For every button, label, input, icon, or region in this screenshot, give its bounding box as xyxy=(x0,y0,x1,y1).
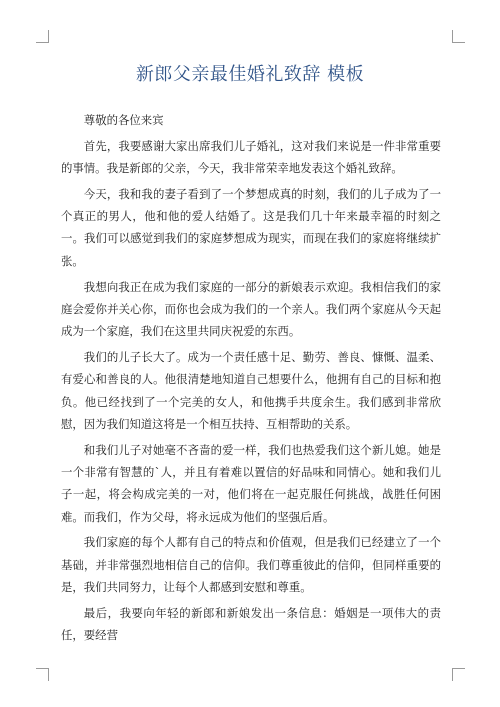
crop-mark-bottom-right xyxy=(452,668,465,681)
paragraph-6: 我们家庭的每个人都有自己的特点和价值观，但是我们已经建立了一个基础，并非常强烈地相信自己的信仰。我们尊重彼此的信仰，但同样重要的是，我们共同努力，让每个人都感到安慰和尊重。 xyxy=(61,535,441,594)
salutation: 尊敬的各位来宾 xyxy=(83,113,164,127)
paragraph-3: 我想向我正在成为我们家庭的一部分的新娘表示欢迎。我相信我们的家庭会爱你并关心你，而你也会成为我们的一个亲人。我们两个家庭从今天起成为一个家庭，我们在这里共同庆祝爱的东西。 xyxy=(61,279,441,339)
paragraph-7: 最后，我要向年轻的新郎和新娘发出一条信息：婚姻是一项伟大的责任，要经营 xyxy=(61,605,441,643)
crop-mark-top-right xyxy=(452,30,465,43)
paragraph-4: 我们的儿子长大了。成为一个责任感十足、勤劳、善良、慷慨、温柔、有爱心和善良的人。他很清楚地知道自己想要什么，他拥有自己的目标和抱负。他已经找到了一个完美的女人，和他携手共度余生。我们感到非常欣慰，因为我们知道这将是一个相互扶持、互相帮助的关系。 xyxy=(61,349,441,431)
paragraph-2: 今天，我和我的妻子看到了一个梦想成真的时刻，我们的儿子成为了一个真正的男人，他和他的爱人结婚了。这是我们几十年来最幸福的时刻之一。我们可以感觉到我们的家庭梦想成为现实，而现在我们的家庭将继续扩张。 xyxy=(61,186,441,268)
document-title: 新郎父亲最佳婚礼致辞 模板 xyxy=(135,64,365,85)
paragraph-1: 首先，我要感谢大家出席我们儿子婚礼，这对我们来说是一件非常重要的事情。我是新郎的父亲，今天，我非常荣幸地发表这个婚礼致辞。 xyxy=(61,138,441,176)
document-body xyxy=(61,109,441,650)
paragraph-5: 和我们儿子对她毫不吝啬的爱一样，我们也热爱我们这个新儿媳。她是一个非常有智慧的`人，并且有着难以置信的好品味和同情心。她和我们儿子一起，将会构成完美的一对，他们将在一起克服任何挑战，战胜任何困难。而我们，作为父母，将永远成为他们的坚强后盾。 xyxy=(61,442,441,524)
crop-mark-bottom-left xyxy=(36,668,49,681)
crop-mark-top-left xyxy=(36,30,49,43)
